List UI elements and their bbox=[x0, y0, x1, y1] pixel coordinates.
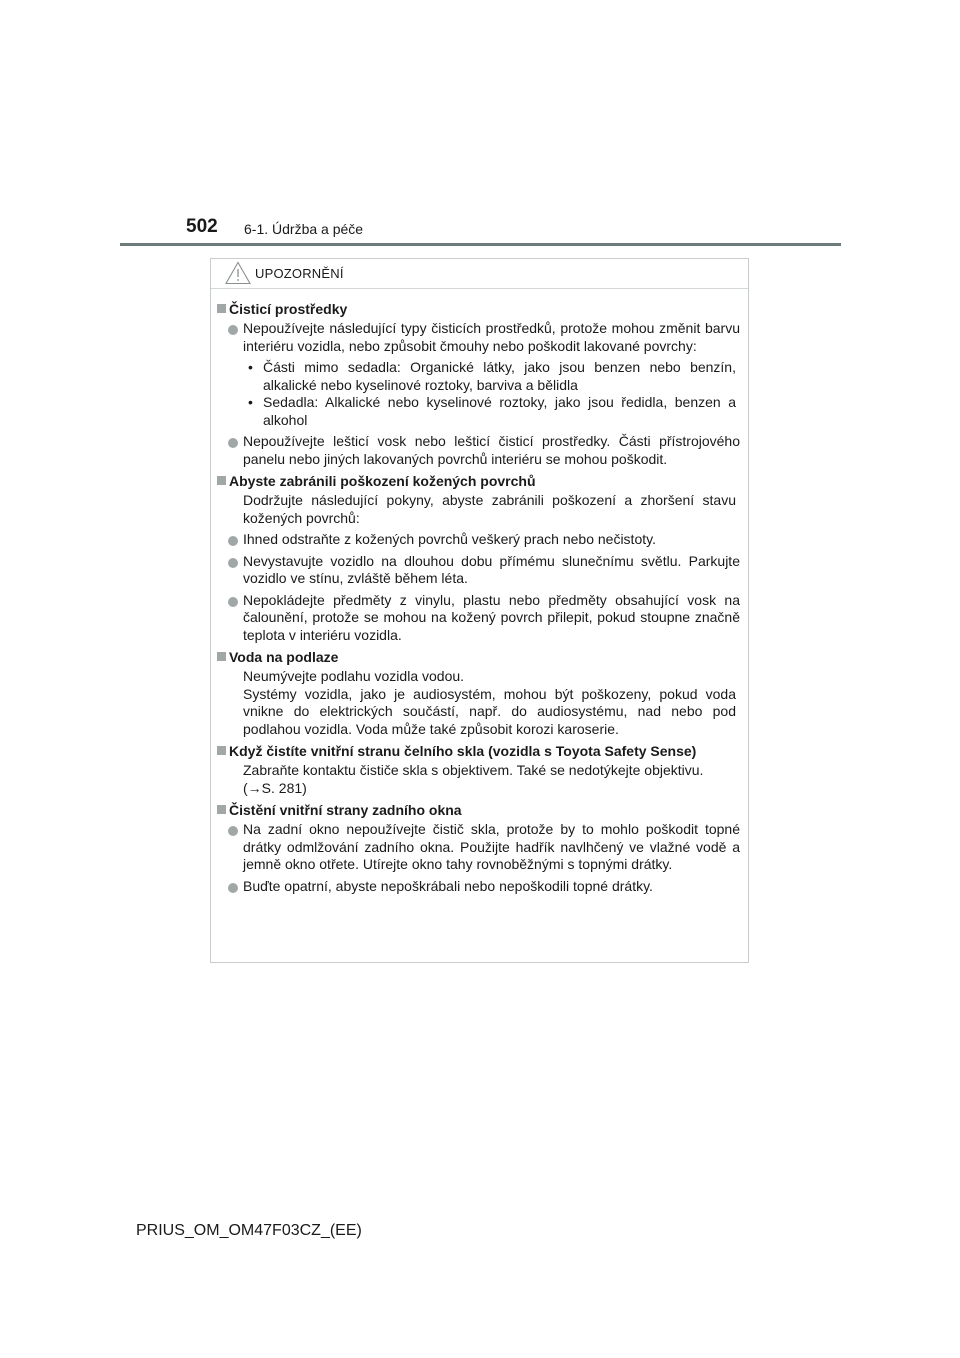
sub-list-item: • Části mimo sedadla: Organické látky, jako jsou benzen nebo benzín, alkalické nebo kyselinové roztoky, barviva a bělidla bbox=[248, 359, 736, 393]
list-item: Nepoužívejte lešticí vosk nebo lešticí čisticí prostředky. Části přístrojového panelu nebo jiných lakovaných povrchů interiéru se mohou poškodit. bbox=[217, 433, 742, 468]
section-title: Čistění vnitřní strany zadního okna bbox=[217, 801, 742, 819]
circle-bullet-icon bbox=[228, 558, 238, 568]
list-item: Nepoužívejte následující typy čisticích prostředků, protože mohou změnit barvu interiéru vozidla, nebo způsobit čmouhy nebo poškodit lakované povrchy: bbox=[217, 320, 742, 355]
warning-title: UPOZORNĚNÍ bbox=[255, 266, 344, 281]
square-bullet-icon bbox=[217, 746, 226, 755]
circle-bullet-icon bbox=[228, 536, 238, 546]
circle-bullet-icon bbox=[228, 325, 238, 335]
paragraph: Neumývejte podlahu vozidla vodou. bbox=[243, 668, 465, 684]
paragraph: Dodržujte následující pokyny, abyste zabránili poškození a zhoršení stavu kožených povrchů: bbox=[243, 492, 736, 526]
square-bullet-icon bbox=[217, 652, 226, 661]
page-number: 502 bbox=[186, 216, 218, 237]
warning-header bbox=[211, 259, 748, 289]
circle-bullet-icon bbox=[228, 438, 238, 448]
list-item: Na zadní okno nepoužívejte čistič skla, protože by to mohlo poškodit topné drátky odmlžování zadního okna. Použijte hadřík navlhčený ve vlažné vodě a jemně okno otřete. Utírejte okno tahy rovnoběžnými s topnými drátky. bbox=[217, 821, 742, 874]
circle-bullet-icon bbox=[228, 826, 238, 836]
section-title: Voda na podlaze bbox=[217, 648, 742, 666]
sub-list-item: • Sedadla: Alkalické nebo kyselinové roztoky, jako jsou ředidla, benzen a alkohol bbox=[248, 394, 736, 428]
list-item: Ihned odstraňte z kožených povrchů veškerý prach nebo nečistoty. bbox=[217, 531, 742, 549]
square-bullet-icon bbox=[217, 805, 226, 814]
circle-bullet-icon bbox=[228, 883, 238, 893]
list-item: Buďte opatrní, abyste nepoškrábali nebo nepoškodili topné drátky. bbox=[217, 878, 742, 896]
dot-marker-icon: • bbox=[248, 359, 253, 375]
warning-box bbox=[210, 258, 749, 963]
section-title: Abyste zabránili poškození kožených povrchů bbox=[217, 472, 742, 490]
paragraph: Zabraňte kontaktu čističe skla s objektivem. Také se nedotýkejte objektivu. bbox=[243, 762, 704, 778]
paragraph: Systémy vozidla, jako je audiosystém, mohou být poškozeny, pokud voda vnikne do elektrických součástí, např. do audiosystému, nad nebo pod podlahou vozidla. Voda může také způsobit korozi karoserie. bbox=[243, 685, 736, 737]
warning-triangle-icon bbox=[225, 261, 251, 285]
section-title: Když čistíte vnitřní stranu čelního skla (vozidla s Toyota Safety Sense) bbox=[217, 742, 742, 760]
section-title: Čisticí prostředky bbox=[217, 300, 742, 318]
circle-bullet-icon bbox=[228, 597, 238, 607]
document-code: PRIUS_OM_OM47F03CZ_(EE) bbox=[136, 1222, 362, 1239]
dot-marker-icon: • bbox=[248, 394, 253, 410]
page-reference: (→S. 281) bbox=[243, 779, 307, 796]
list-item: Nepokládejte předměty z vinylu, plastu nebo předměty obsahující vosk na čalounění, protože se mohou na kožený povrch přilepit, pokud stoupne značně teplota v interiéru vozidla. bbox=[217, 592, 742, 645]
list-item: Nevystavujte vozidlo na dlouhou dobu přímému slunečnímu světlu. Parkujte vozidlo ve stínu, zvláště během léta. bbox=[217, 553, 742, 588]
square-bullet-icon bbox=[217, 304, 226, 313]
header-divider bbox=[120, 243, 841, 246]
warning-content bbox=[211, 289, 748, 895]
section-heading: 6-1. Údržba a péče bbox=[244, 221, 364, 237]
square-bullet-icon bbox=[217, 476, 226, 485]
